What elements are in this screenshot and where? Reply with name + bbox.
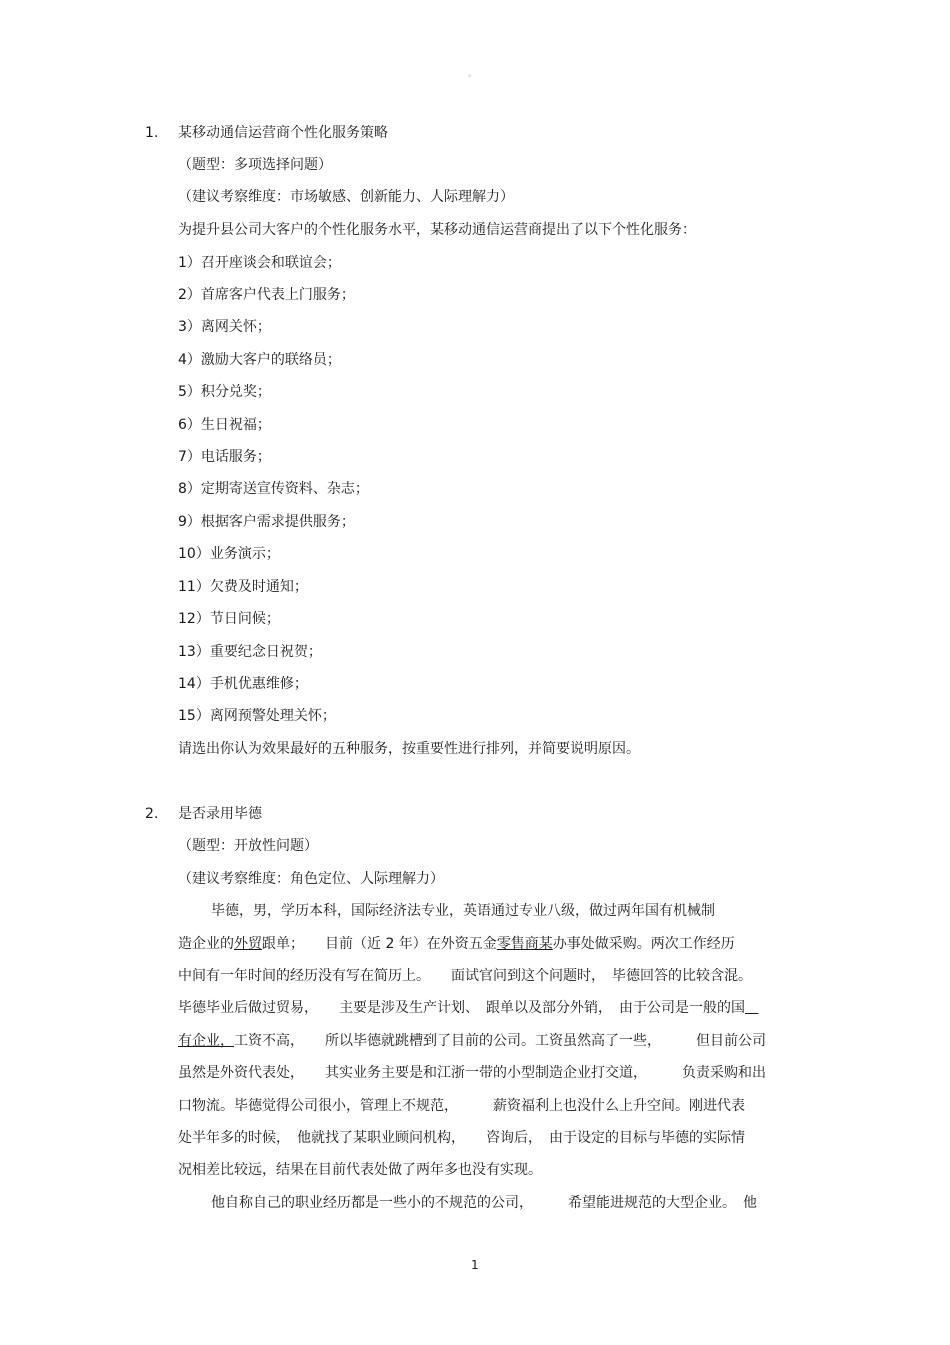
paragraph-line: 虽然是外资代表处， 其实业务主要是和江浙一带的小型制造企业打交道， 负责采购和出	[178, 1065, 766, 1081]
list-item: 9）根据客户需求提供服务；	[178, 514, 355, 530]
header-mark: 。	[468, 69, 476, 78]
q2-title: 是否录用毕德	[178, 806, 262, 822]
paragraph-line: 他自称自己的职业经历都是一些小的不规范的公司， 希望能进规范的大型企业。 他	[211, 1195, 757, 1211]
q1-question: 请选出你认为效果最好的五种服务，按重要性进行排列，并简要说明原因。	[178, 741, 640, 757]
list-item: 4）激励大客户的联络员；	[178, 352, 341, 368]
text-run: 毕德毕业后做过贸易， 主要是涉及生产计划、 跟单以及部分外销， 由于公司是一般的国	[178, 1000, 745, 1016]
text-run: 跟单； 目前（近 2 年）在外资五金	[262, 936, 497, 952]
q1-intro: 为提升县公司大客户的个性化服务水平，某移动通信运营商提出了以下个性化服务：	[178, 222, 696, 238]
q1-number: 1.	[145, 125, 159, 141]
list-item: 1）召开座谈会和联谊会；	[178, 255, 341, 271]
text-run: 办事处做采购。两次工作经历	[552, 936, 735, 952]
list-item: 12）节日问候；	[178, 611, 280, 627]
underlined-text: 有企业，	[178, 1033, 234, 1049]
q1-type: （题型：多项选择问题）	[178, 157, 332, 173]
paragraph-line: 口物流。毕德觉得公司很小，管理上不规范， 薪资福利上也没什么上升空间。刚进代表	[178, 1098, 745, 1114]
list-item: 15）离网预警处理关怀；	[178, 708, 336, 724]
q1-title: 某移动通信运营商个性化服务策略	[178, 125, 388, 141]
underlined-text: 外贸	[234, 936, 262, 952]
q1-dimensions: （建议考察维度：市场敏感、创新能力、人际理解力）	[178, 189, 514, 205]
list-item: 10）业务演示；	[178, 546, 280, 562]
list-item: 13）重要纪念日祝贺；	[178, 644, 322, 660]
paragraph-line	[178, 998, 758, 1018]
list-item: 5）积分兑奖；	[178, 384, 271, 400]
paragraph-line: 毕德，男，学历本科，国际经济法专业，英语通过专业八级，做过两年国有机械制	[211, 903, 715, 919]
list-item: 8）定期寄送宣传资料、杂志；	[178, 481, 369, 497]
q2-type: （题型：开放性问题）	[178, 838, 318, 854]
list-item: 6）生日祝福；	[178, 417, 271, 433]
paragraph-line: 处半年多的时候， 他就找了某职业顾问机构， 咨询后， 由于设定的目标与毕德的实际情	[178, 1130, 745, 1146]
list-item: 11）欠费及时通知；	[178, 579, 308, 595]
text-run: 造企业的	[178, 936, 234, 952]
q2-dimensions: （建议考察维度：角色定位、人际理解力）	[178, 871, 444, 887]
paragraph-line: 中间有一年时间的经历没有写在简历上。 面试官问到这个问题时， 毕德回答的比较含混。	[178, 968, 752, 984]
list-item: 2）首席客户代表上门服务；	[178, 287, 355, 303]
paragraph-line	[178, 934, 735, 954]
q2-number: 2.	[145, 806, 159, 822]
page-number: 1	[471, 1258, 479, 1272]
paragraph-line: 况相差比较远，结果在目前代表处做了两年多也没有实现。	[178, 1162, 542, 1178]
list-item: 7）电话服务；	[178, 449, 271, 465]
list-item: 14）手机优惠维修；	[178, 676, 308, 692]
underline-blank	[745, 1000, 758, 1016]
text-run: 工资不高， 所以毕德就跳槽到了目前的公司。工资虽然高了一些， 但目前公司	[234, 1033, 766, 1049]
list-item: 3）离网关怀；	[178, 319, 271, 335]
underlined-text: 零售商某	[496, 936, 553, 952]
paragraph-line	[178, 1031, 766, 1051]
